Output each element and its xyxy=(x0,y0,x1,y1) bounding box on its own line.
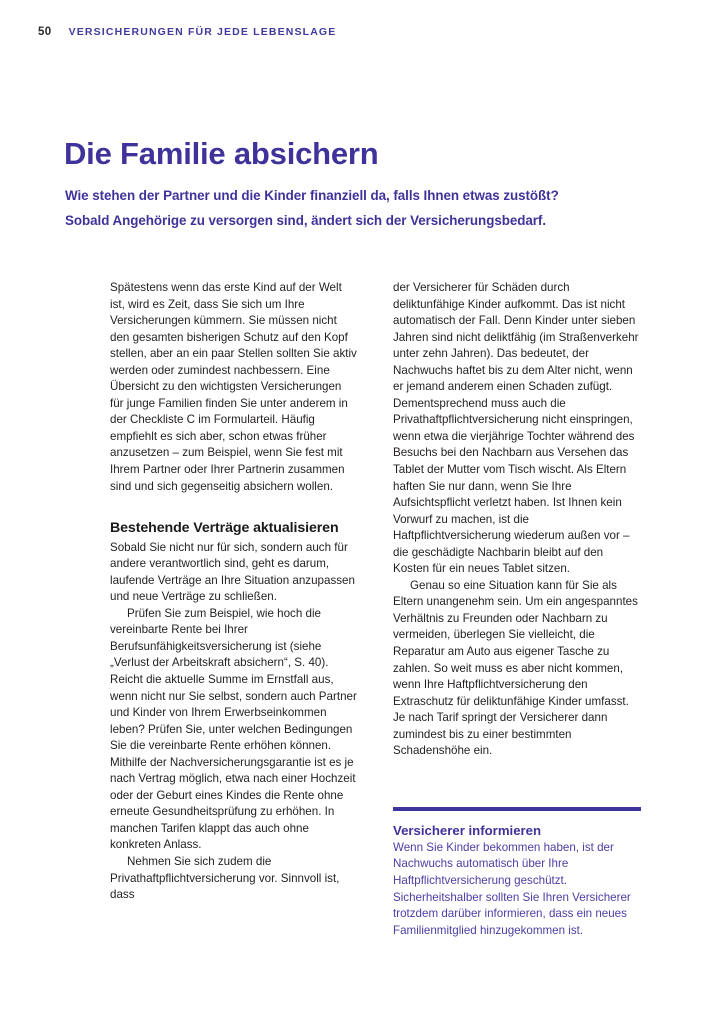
running-header xyxy=(38,26,336,38)
section-subheading: Bestehende Verträge aktualisieren xyxy=(110,520,339,537)
infobox-title: Versicherer informieren xyxy=(393,822,542,838)
paragraph: Nehmen Sie sich zudem die Privathaftpflichtversicherung vor. Sinnvoll ist, dass xyxy=(110,855,340,902)
infobox-text: Wenn Sie Kinder bekommen haben, ist der Nachwuchs automatisch über Ihre Haftpflichtversicherung geschützt. Sicherheitshalber sollten Sie Ihren Versicherer trotzdem darüber informieren, dass ein neues Familienmitglied hinzugekommen ist. xyxy=(393,840,631,937)
body-columns xyxy=(110,280,641,939)
article-deck: Wie stehen der Partner und die Kinder finanziell da, falls Ihnen etwas zustößt? Sobald Angehörige zu versorgen sind, ändert sich der Versicherungsbedarf. xyxy=(65,188,559,228)
left-column xyxy=(110,280,357,939)
page-title: Die Familie absichern xyxy=(64,135,379,171)
infobox xyxy=(393,807,640,939)
page-number: 50 xyxy=(38,26,52,38)
paragraph: Prüfen Sie zum Beispiel, wie hoch die vereinbarte Rente bei Ihrer Berufsunfähigkeitsversicherung ist (siehe „Verlust der Arbeitskraft absichern“, S. 40). Reicht die aktuelle Summe im Ernstfall aus, wenn nicht nur Sie selbst, sondern auch Partner und Kinder von Ihrem Erwerbseinkommen leben? Prüfen Sie, unter welchen Bedingungen Sie die vereinbarte Rente erhöhen können. Mithilfe der Nachversicherungsgarantie ist es je nach Vertrag möglich, etwa nach einer Hochzeit oder der Geburt eines Kindes die Rente ohne erneute Gesundheitsprüfung zu erhöhen. In manchen Tarifen klappt das auch ohne konkreten Anlass. xyxy=(110,606,357,852)
paragraph: Spätestens wenn das erste Kind auf der Welt ist, wird es Zeit, dass Sie sich um Ihre Versicherungen kümmern. Sie müssen nicht den gesamten bisherigen Schutz auf den Kopf stellen, aber an ein paar Stellen sollten Sie aktiv werden oder zumindest nachbessern. Eine Übersicht zu den wichtigsten Versicherungen für junge Familien finden Sie unter anderem in der Checkliste C im Formularteil. Häufig empfiehlt es sich aber, schon etwas früher anzusetzen – zum Beispiel, wenn Sie fest mit Ihrem Partner oder Ihrer Partnerin zusammen sind und sich gegenseitig absichern wollen. xyxy=(110,281,357,493)
paragraph: der Versicherer für Schäden durch deliktunfähige Kinder aufkommt. Das ist nicht automatisch der Fall. Denn Kinder unter sieben Jahren sind nicht deliktfähig (im Straßenverkehr unter zehn Jahren). Das bedeutet, der Nachwuchs haftet bis zu dem Alter nicht, wenn er jemand anderem einen Schaden zufügt. Dementsprechend muss auch die Privathaftpflichtversicherung nicht einspringen, wenn etwa die vierjährige Tochter während des Besuchs bei den Nachbarn aus Versehen das Tablet der Mutter vom Tisch wischt. Als Eltern haften Sie nur dann, wenn Sie Ihre Aufsichtspflicht verletzt haben. Ist Ihnen kein Vorwurf zu machen, ist die Haftpflichtversicherung wiederum außen vor – die geschädigte Nachbarin bleibt auf den Kosten für ein neues Tablet sitzen. xyxy=(393,281,639,576)
running-title: VERSICHERUNGEN FÜR JEDE LEBENSLAGE xyxy=(68,26,337,38)
infobox-rule xyxy=(393,807,641,811)
paragraph: Genau so eine Situation kann für Sie als Eltern unangenehm sein. Um ein angespanntes Verhältnis zu Freunden oder Nachbarn zu vermeiden, überlegen Sie vielleicht, die Reparatur am Auto aus eigener Tasche zu zahlen. So weit muss es aber nicht kommen, wenn Ihre Haftpflichtversicherung den Extraschutz für deliktunfähige Kinder umfasst. Je nach Tarif springt der Versicherer dann zumindest bis zu einer bestimmten Schadenshöhe ein. xyxy=(393,578,638,758)
paragraph: Sobald Sie nicht nur für sich, sondern auch für andere verantwortlich sind, geht es darum, laufende Verträge an Ihre Situation anzupassen und neue Verträge zu schließen. xyxy=(110,540,355,604)
right-column xyxy=(393,280,640,939)
